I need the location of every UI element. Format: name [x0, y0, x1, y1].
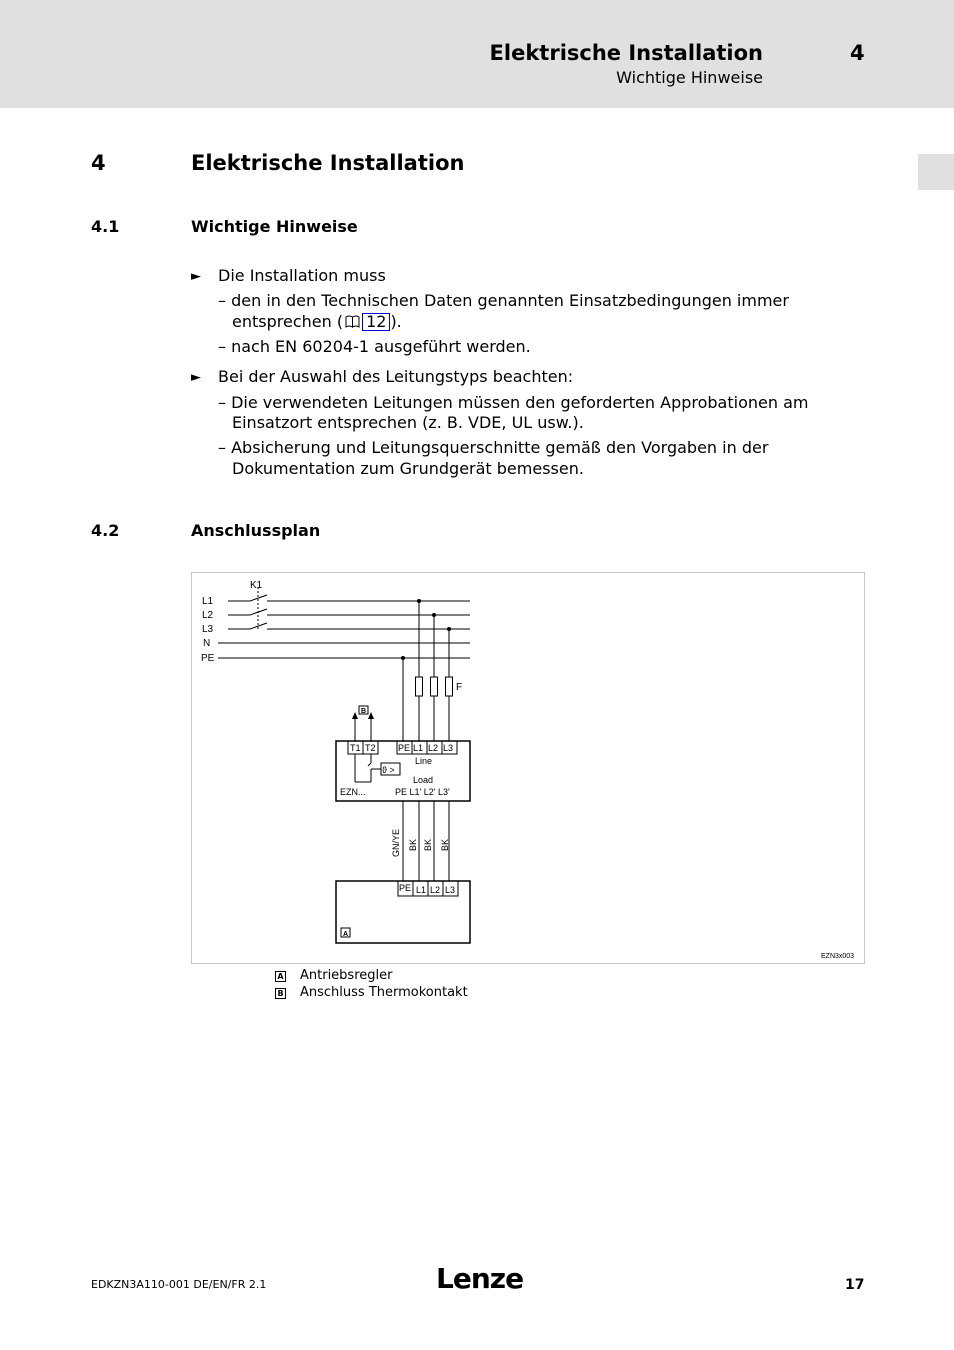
marker-a: A — [343, 931, 349, 938]
lenze-logo: Lenze — [436, 1262, 524, 1295]
connection-diagram — [192, 573, 864, 963]
line-label-l2: L2 — [202, 610, 214, 621]
bullet-1-item-1-line-2 — [232, 312, 402, 332]
bullet-2-item-1-line-2: Einsatzort entsprechen (z. B. VDE, UL usw.). — [232, 413, 584, 432]
marker-b: B — [361, 708, 367, 715]
book-icon — [345, 315, 360, 328]
drive-terminal-l1: L1 — [416, 885, 427, 895]
line-label-l3: L3 — [202, 624, 214, 635]
bullet-1-item-2: – nach EN 60204-1 ausgeführt werden. — [218, 337, 531, 356]
terminal-l3-in: L3 — [443, 743, 454, 753]
ezn-output-terminals: PE L1' L2' L3' — [395, 787, 450, 797]
arrow-icon — [352, 712, 358, 719]
terminal-t2: T2 — [365, 743, 376, 753]
ezn-device-label: EZN... — [340, 787, 366, 797]
drive-terminal-l3: L3 — [445, 885, 456, 895]
section-number: 4 — [91, 151, 106, 175]
wire-color-l1: BK — [408, 838, 418, 851]
terminal-l1-in: L1 — [413, 743, 424, 753]
bullet-2-text: Bei der Auswahl des Leitungstyps beachten: — [218, 367, 574, 386]
bullet-1-item-1-prefix: entsprechen ( — [232, 312, 344, 331]
connection-diagram-frame — [191, 572, 865, 964]
line-label-n: N — [203, 638, 211, 649]
header-subtitle: Wichtige Hinweise — [616, 68, 763, 87]
header-chapter-number: 4 — [850, 41, 865, 65]
load-side-label: Load — [413, 775, 434, 785]
fuse-label: F — [456, 682, 463, 693]
bullet-arrow-icon: ► — [191, 269, 201, 284]
section-title: Elektrische Installation — [191, 151, 465, 175]
arrow-icon — [368, 712, 374, 719]
page-number: 17 — [845, 1277, 865, 1293]
legend-key-b: B — [275, 988, 286, 999]
subsection-number-4-2: 4.2 — [91, 521, 120, 540]
wire-color-pe: GN/YE — [391, 828, 401, 857]
subsection-number-4-1: 4.1 — [91, 217, 120, 236]
bullet-1-text: Die Installation muss — [218, 266, 386, 285]
bullet-1-item-1-suffix: ). — [390, 312, 402, 331]
subsection-title-4-1: Wichtige Hinweise — [191, 217, 358, 236]
legend-text-b: Anschluss Thermokontakt — [300, 985, 468, 1000]
terminal-l2-in: L2 — [428, 743, 439, 753]
bullet-2-item-2-line-2: Dokumentation zum Grundgerät bemessen. — [232, 459, 584, 478]
document-id: EDKZN3A110-001 DE/EN/FR 2.1 — [91, 1278, 267, 1291]
wire-color-l2: BK — [423, 838, 433, 851]
thermo-symbol: ϑ > — [382, 765, 395, 775]
page-reference-link[interactable]: 12 — [362, 313, 390, 331]
wire-color-l3: BK — [440, 838, 450, 851]
terminal-pe-in: PE — [398, 743, 411, 753]
legend-text-a: Antriebsregler — [300, 968, 393, 983]
line-label-pe: PE — [201, 653, 215, 664]
legend-key-a: A — [275, 971, 286, 982]
bullet-1-item-1-line-1: – den in den Technischen Daten genannten Einsatzbedingungen immer — [218, 291, 789, 310]
page-header — [0, 0, 954, 108]
subsection-title-4-2: Anschlussplan — [191, 521, 321, 540]
header-title: Elektrische Installation — [489, 41, 763, 65]
bullet-2-item-2-line-1: – Absicherung und Leitungsquerschnitte gemäß den Vorgaben in der — [218, 438, 769, 457]
line-side-label: Line — [415, 756, 433, 766]
terminal-t1: T1 — [350, 743, 361, 753]
chapter-tab-marker — [918, 154, 954, 190]
contactor-label: K1 — [250, 580, 263, 591]
drive-terminal-l2: L2 — [430, 885, 441, 895]
bullet-2-item-1-line-1: – Die verwendeten Leitungen müssen den geforderten Approbationen am — [218, 393, 809, 412]
line-label-l1: L1 — [202, 596, 214, 607]
drive-terminal-pe: PE — [399, 883, 412, 893]
bullet-arrow-icon: ► — [191, 370, 201, 385]
figure-id: EZN3x003 — [821, 953, 855, 960]
